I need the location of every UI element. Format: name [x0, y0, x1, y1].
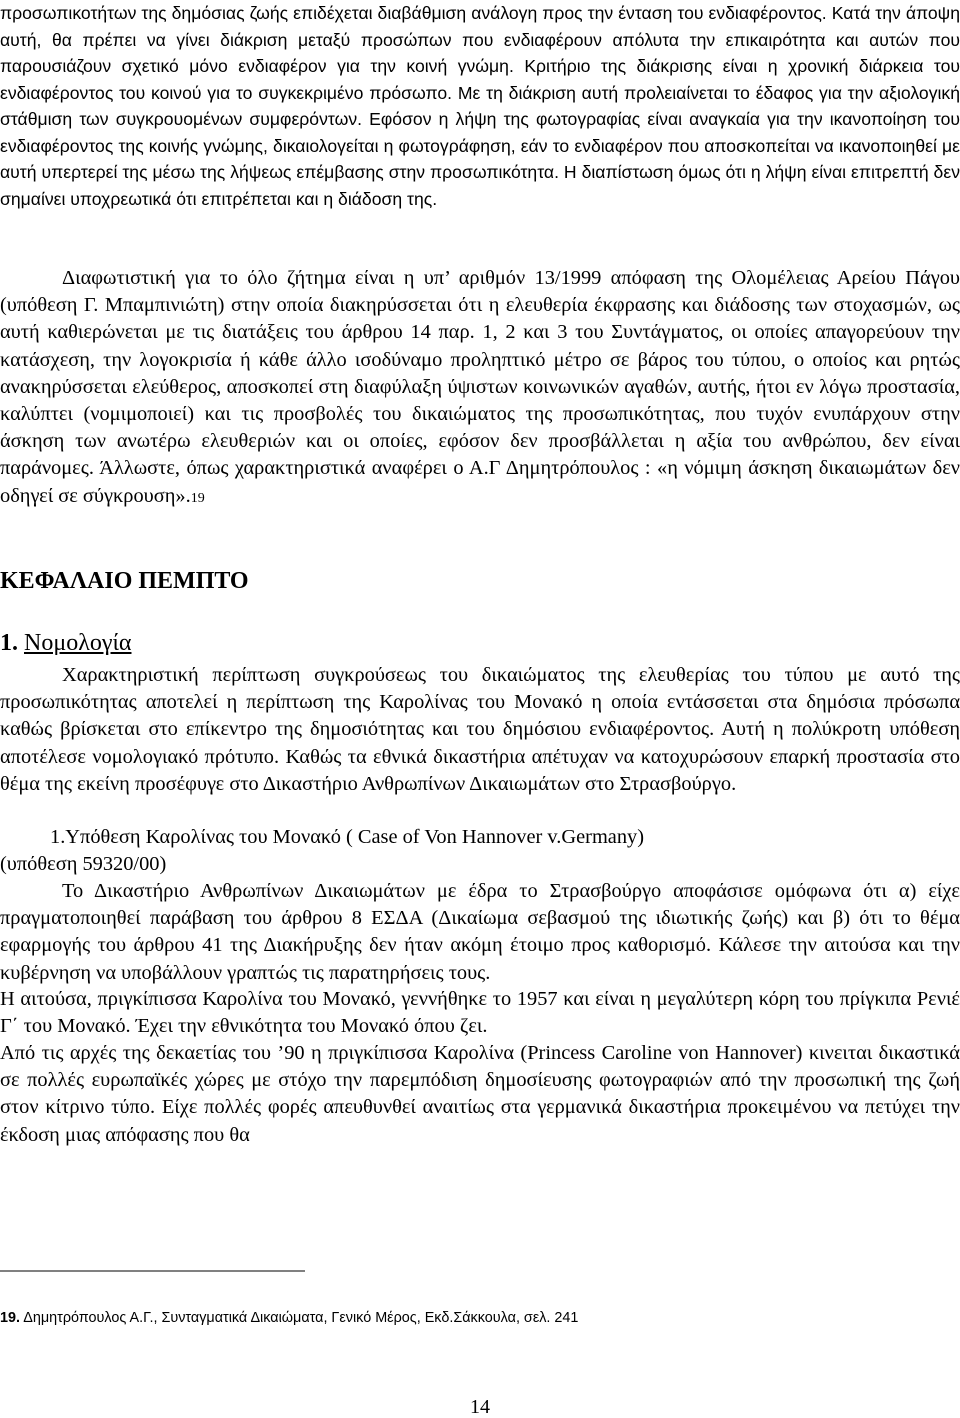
section-title: Νομολογία [24, 630, 132, 656]
case-title: 1.Υπόθεση Καρολίνας του Μονακό ( Case of Von Hannover v.Germany) [50, 826, 645, 848]
court-paragraph: Το Δικαστήριο Ανθρωπίνων Δικαιωμάτων με έδρα το Στρασβούργο αποφάσισε ομόφωνα ότι α) είχε πραγματοποιηθεί παράβαση του άρθρου 8 ΕΣΔΑ (Δικαίωμα σεβασμού της ιδιωτικής ζωής) και β) ότι το θέμα εφαρμογής του άρθρου 41 της Διακήρυξης δεν ήταν ακόμη έτοιμο προς καθορισμό. Κάλεσε την αιτούσα και την κυβέρνηση να υποβάλλουν γραπτώς τις παρατηρήσεις τους. [0, 880, 960, 984]
chapter-heading: ΚΕΦΑΛΑΙΟ ΠΕΜΠΤΟ [0, 568, 249, 594]
applicant-paragraph: Η αιτούσα, πριγκίπισσα Καρολίνα του Μονακό, γεννήθηκε το 1957 και είναι η μεγαλύτερη κόρη του πρίγκιπα Ρενιέ Γ΄ του Μονακό. Έχει την εθνικότητα του Μονακό όπου ζει. [0, 988, 960, 1038]
footnote [0, 1308, 578, 1328]
page-number: 14 [470, 1396, 490, 1418]
section-heading [0, 628, 131, 658]
top-paragraph-text: προσωπικοτήτων της δημόσιας ζωής επιδέχεται διαβάθμιση ανάλογη προς την ένταση του ενδιαφέροντος. Κατά την άποψη αυτή, θα πρέπει να γίνει διάκριση μεταξύ προσώπων που ενδιαφέρουν απόλυτα την επικαιρότητα και αυτών που παρουσιάζουν σχετικό μόνο ενδιαφέρον για την κοινή γνώμη. Κριτήριο της διάκρισης είναι η χρονική διάρκεια του ενδιαφέροντος του κοινού για το συγκεκριμένο πρόσωπο. Με τη διάκριση αυτή προλειαίνεται το έδαφος για την αξιολογική στάθμιση των συγκρουομένων συμφερόντων. Εφόσον η λήψη της φωτογραφίας είναι αναγκαία για την ικανοποίηση του ενδιαφέροντος της κοινής γνώμης, δικαιολογείται η φωτογράφηση, εάν το ενδιαφέρον που αποσκοπείται να ικανοποιηθεί με αυτή υπερτερεί της μέσω της λήψεως επέμβασης στην προσωπικότητα. Η διαπίστωση όμως ότι η λήψη είναι επιτρεπτή δεν σημαίνει υποχρεωτικά ότι επιτρέπεται και η διάδοση της. [0, 3, 960, 209]
footnote-text: Δημητρόπουλος Α.Γ., Συνταγματικά Δικαιώματα, Γενικό Μέρος, Εκδ.Σάκκουλα, σελ. 241 [20, 1310, 579, 1326]
footnote-number: 19. [0, 1310, 21, 1326]
intro-paragraph: Χαρακτηριστική περίπτωση συγκρούσεως του δικαιώματος της ελευθερίας του τύπου με αυτό της προσωπικότητας αποτελεί η περίπτωση της Καρολίνας του Μονακό η οποία εντάσσεται στα δημόσια πρόσωπα καθώς βρίσκεται στο επίκεντρο της δημοσιότητας και του δημόσιου ενδιαφέροντος. Αυτή η πολύκροτη υπόθεση αποτέλεσε νομολογιακό πρότυπο. Καθώς τα εθνικά δικαστήρια απέτυχαν να κατοχυρώσουν επαρκή προστασία στο θέμα της εκείνη προσέφυγε στο Δικαστήριο Ανθρωπίνων Δικαιωμάτων στο Στρασβούργο. [0, 664, 960, 795]
case-number: (υπόθεση 59320/00) [0, 853, 167, 875]
top-paragraph [0, 0, 960, 212]
footnote-separator [0, 1270, 305, 1272]
footnote-reference[interactable]: 19 [190, 490, 205, 506]
areios-pagos-text: Διαφωτιστική για το όλο ζήτημα είναι η υπ’ αριθμόν 13/1999 απόφαση της Ολομέλειας Αρείου Πάγου (υπόθεση Γ. Μπαμπινιώτη) στην οποία διακηρύσσεται ότι η ελευθερία έκφρασης και διάδοσης των στοχασμών, ως αυτή καθιερώνεται με τις διατάξεις του άρθρου 14 παρ. 1, 2 και 3 του Συντάγματος, οι οποίες απαγορεύουν την κατάσχεση, την λογοκρισία ή κάθε άλλο ισοδύναμο προληπτικό μέτρο σε βάρος του τύπου, ο οποίος και ρητώς ανακηρύσσεται ελεύθερος, αποσκοπεί στη διαφύλαξη ύψιστων κοινωνικών αγαθών, αυτής, ήτοι εν λόγω προστασία, καλύπτει (νομιμοποιεί) και τις προσβολές του δικαιώματος της προσωπικότητας, που τυχόν ενυπάρχουν στην άσκηση των ανωτέρω ελευθεριών και οι οποίες, εφόσον δεν προσβάλλεται η αξία του ανθρώπου, δεν είναι παράνομες. Άλλωστε, όπως χαρακτηριστικά αναφέρει ο Α.Γ Δημητρόπουλος : «η νόμιμη άσκηση δικαιωμάτων δεν οδηγεί σε σύγκρουση». [0, 267, 960, 507]
nineties-paragraph: Από τις αρχές της δεκαετίας του ’90 η πριγκίπισσα Καρολίνα (Princess Caroline von Hannover) κινειται δικαστικά σε πολλές ευρωπαϊκές χώρες με στόχο την παρεμπόδιση δημοσίευσης φωτογραφιών από την προσωπική της ζωή στον κίτρινο τύπο. Είχε πολλές φορές απευθυνθεί αναιτίως στα γερμανικά δικαστήρια προκειμένου να πετύχει την έκδοση μιας απόφασης που θα [0, 1042, 960, 1146]
areios-pagos-paragraph [0, 265, 960, 512]
section-number: 1. [0, 630, 18, 656]
